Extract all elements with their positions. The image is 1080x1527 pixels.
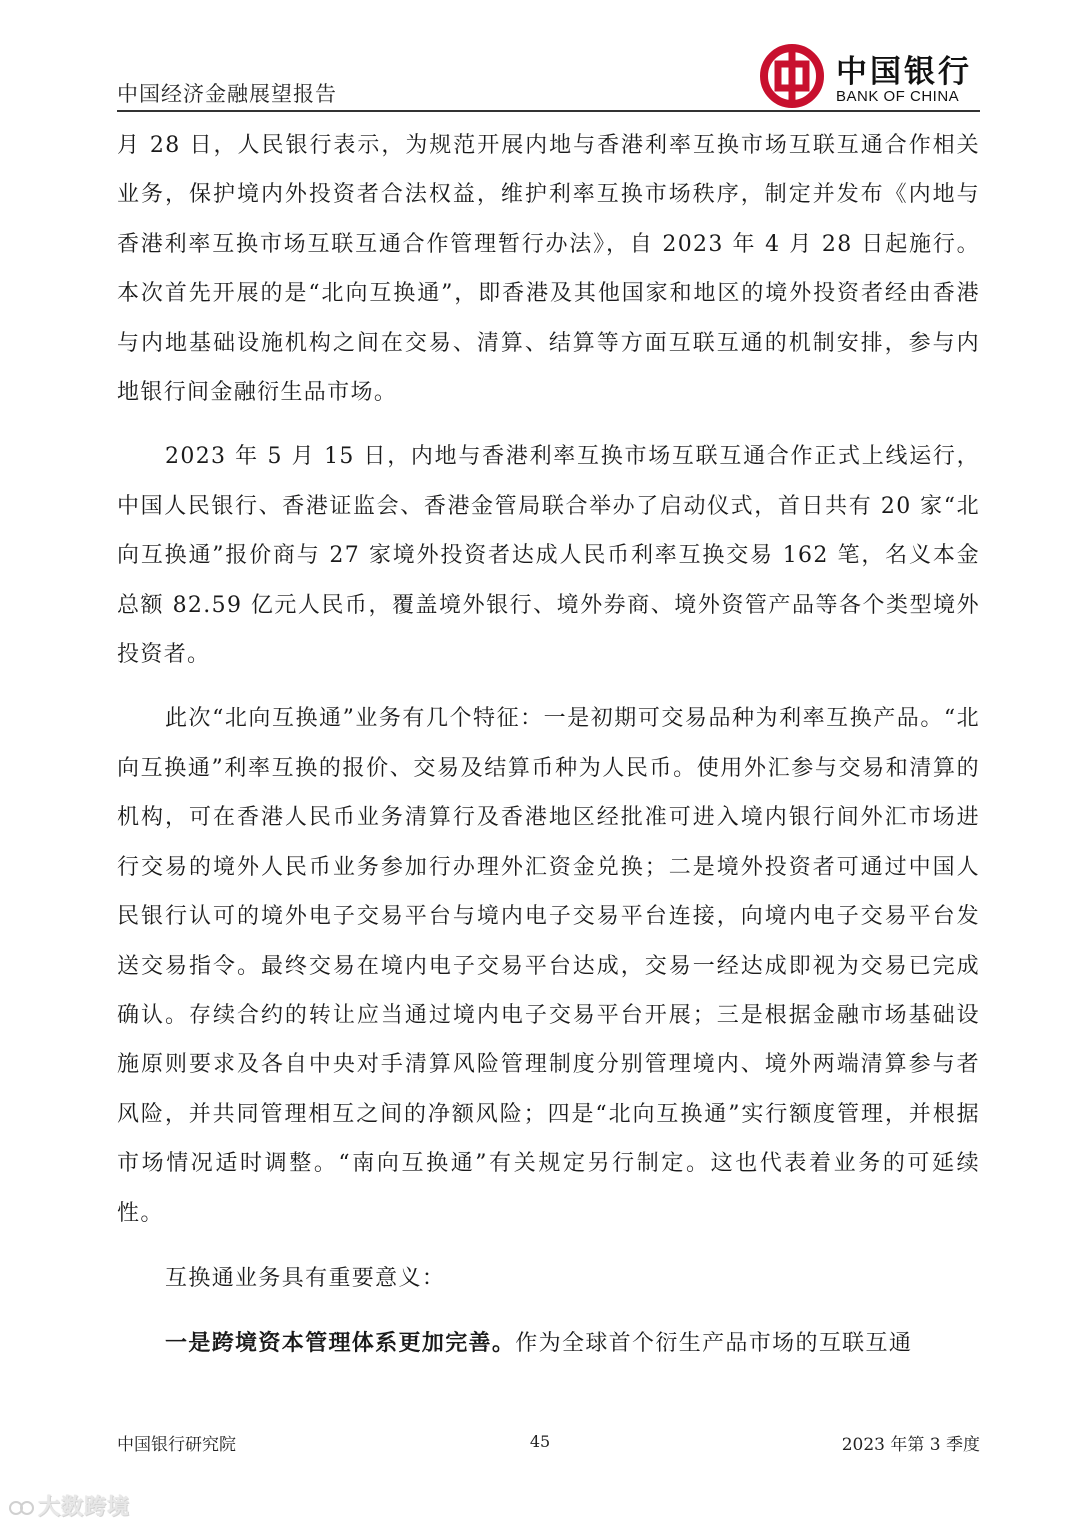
section-heading: 互换通业务具有重要意义： [165,1265,446,1291]
bank-of-china-logo-icon [760,44,824,108]
page-number: 45 [529,1432,551,1451]
paragraph-4-text: 作为全球首个衍生产品市场的互联互通 [515,1331,913,1357]
watermark [8,1490,130,1521]
header-divider [117,110,980,112]
watermark-text: 大数跨境 [38,1495,131,1520]
logo-english-name: BANK OF CHINA [836,88,960,105]
report-title: 中国经济金融展望报告 [117,82,337,106]
paragraph-1: 月 28 日，人民银行表示，为规范开展内地与香港利率互换市场互联互通合作相关业务，保护境内外投资者合法权益，维护利率互换市场秩序，制定并发布《内地与香港利率互换市场互联互通合作管理暂行办法》，自 2023 年 4 月 28 日起施行。本次首先开展的是“北向互换通”，即香港及其他国家和地区的境外投资者经由香港与内地基础设施机构之间在交易、清算、结算等方面互联互通的机制安排，参与内地银行间金融衍生品市场。 [117,133,980,406]
paragraph-3: 此次“北向互换通”业务有几个特征：一是初期可交易品种为利率互换产品。“北向互换通”利率互换的报价、交易及结算币种为人民币。使用外汇参与交易和清算的机构，可在香港人民币业务清算行及香港地区经批准可进入境内银行间外汇市场进行交易的境外人民币业务参加行办理外汇资金兑换；二是境外投资者可通过中国人民银行认可的境外电子交易平台与境内电子交易平台连接，向境内电子交易平台发送交易指令。最终交易在境内电子交易平台达成，交易一经达成即视为交易已完成确认。存续合约的转让应当通过境内电子交易平台开展；三是根据金融市场基础设施原则要求及各自中央对手清算风险管理制度分别管理境内、境外两端清算参与者风险，并共同管理相互之间的净额风险；四是“北向互换通”实行额度管理，并根据市场情况适时调整。“南向互换通”有关规定另行制定。这也代表着业务的可延续性。 [117,706,980,1226]
footer-institute: 中国银行研究院 [117,1435,236,1455]
bold-lead: 一是跨境资本管理体系更加完善。 [165,1330,516,1357]
watermark-logo-icon [8,1498,36,1518]
paragraph-4 [117,1319,980,1368]
bank-logo [760,44,980,108]
footer-quarter: 2023 年第 3 季度 [841,1435,980,1455]
body-text [117,121,980,1369]
paragraph-2: 2023 年 5 月 15 日，内地与香港利率互换市场互联互通合作正式上线运行，中国人民银行、香港证监会、香港金管局联合举办了启动仪式，首日共有 20 家“北向互换通”报价商与 27 家境外投资者达成人民币利率互换交易 162 笔，名义本金总额 82.59 亿元人民币，覆盖境外银行、境外券商、境外资管产品等各个类型境外投资者。 [117,444,980,668]
logo-chinese-name: 中国银行 [836,54,972,90]
